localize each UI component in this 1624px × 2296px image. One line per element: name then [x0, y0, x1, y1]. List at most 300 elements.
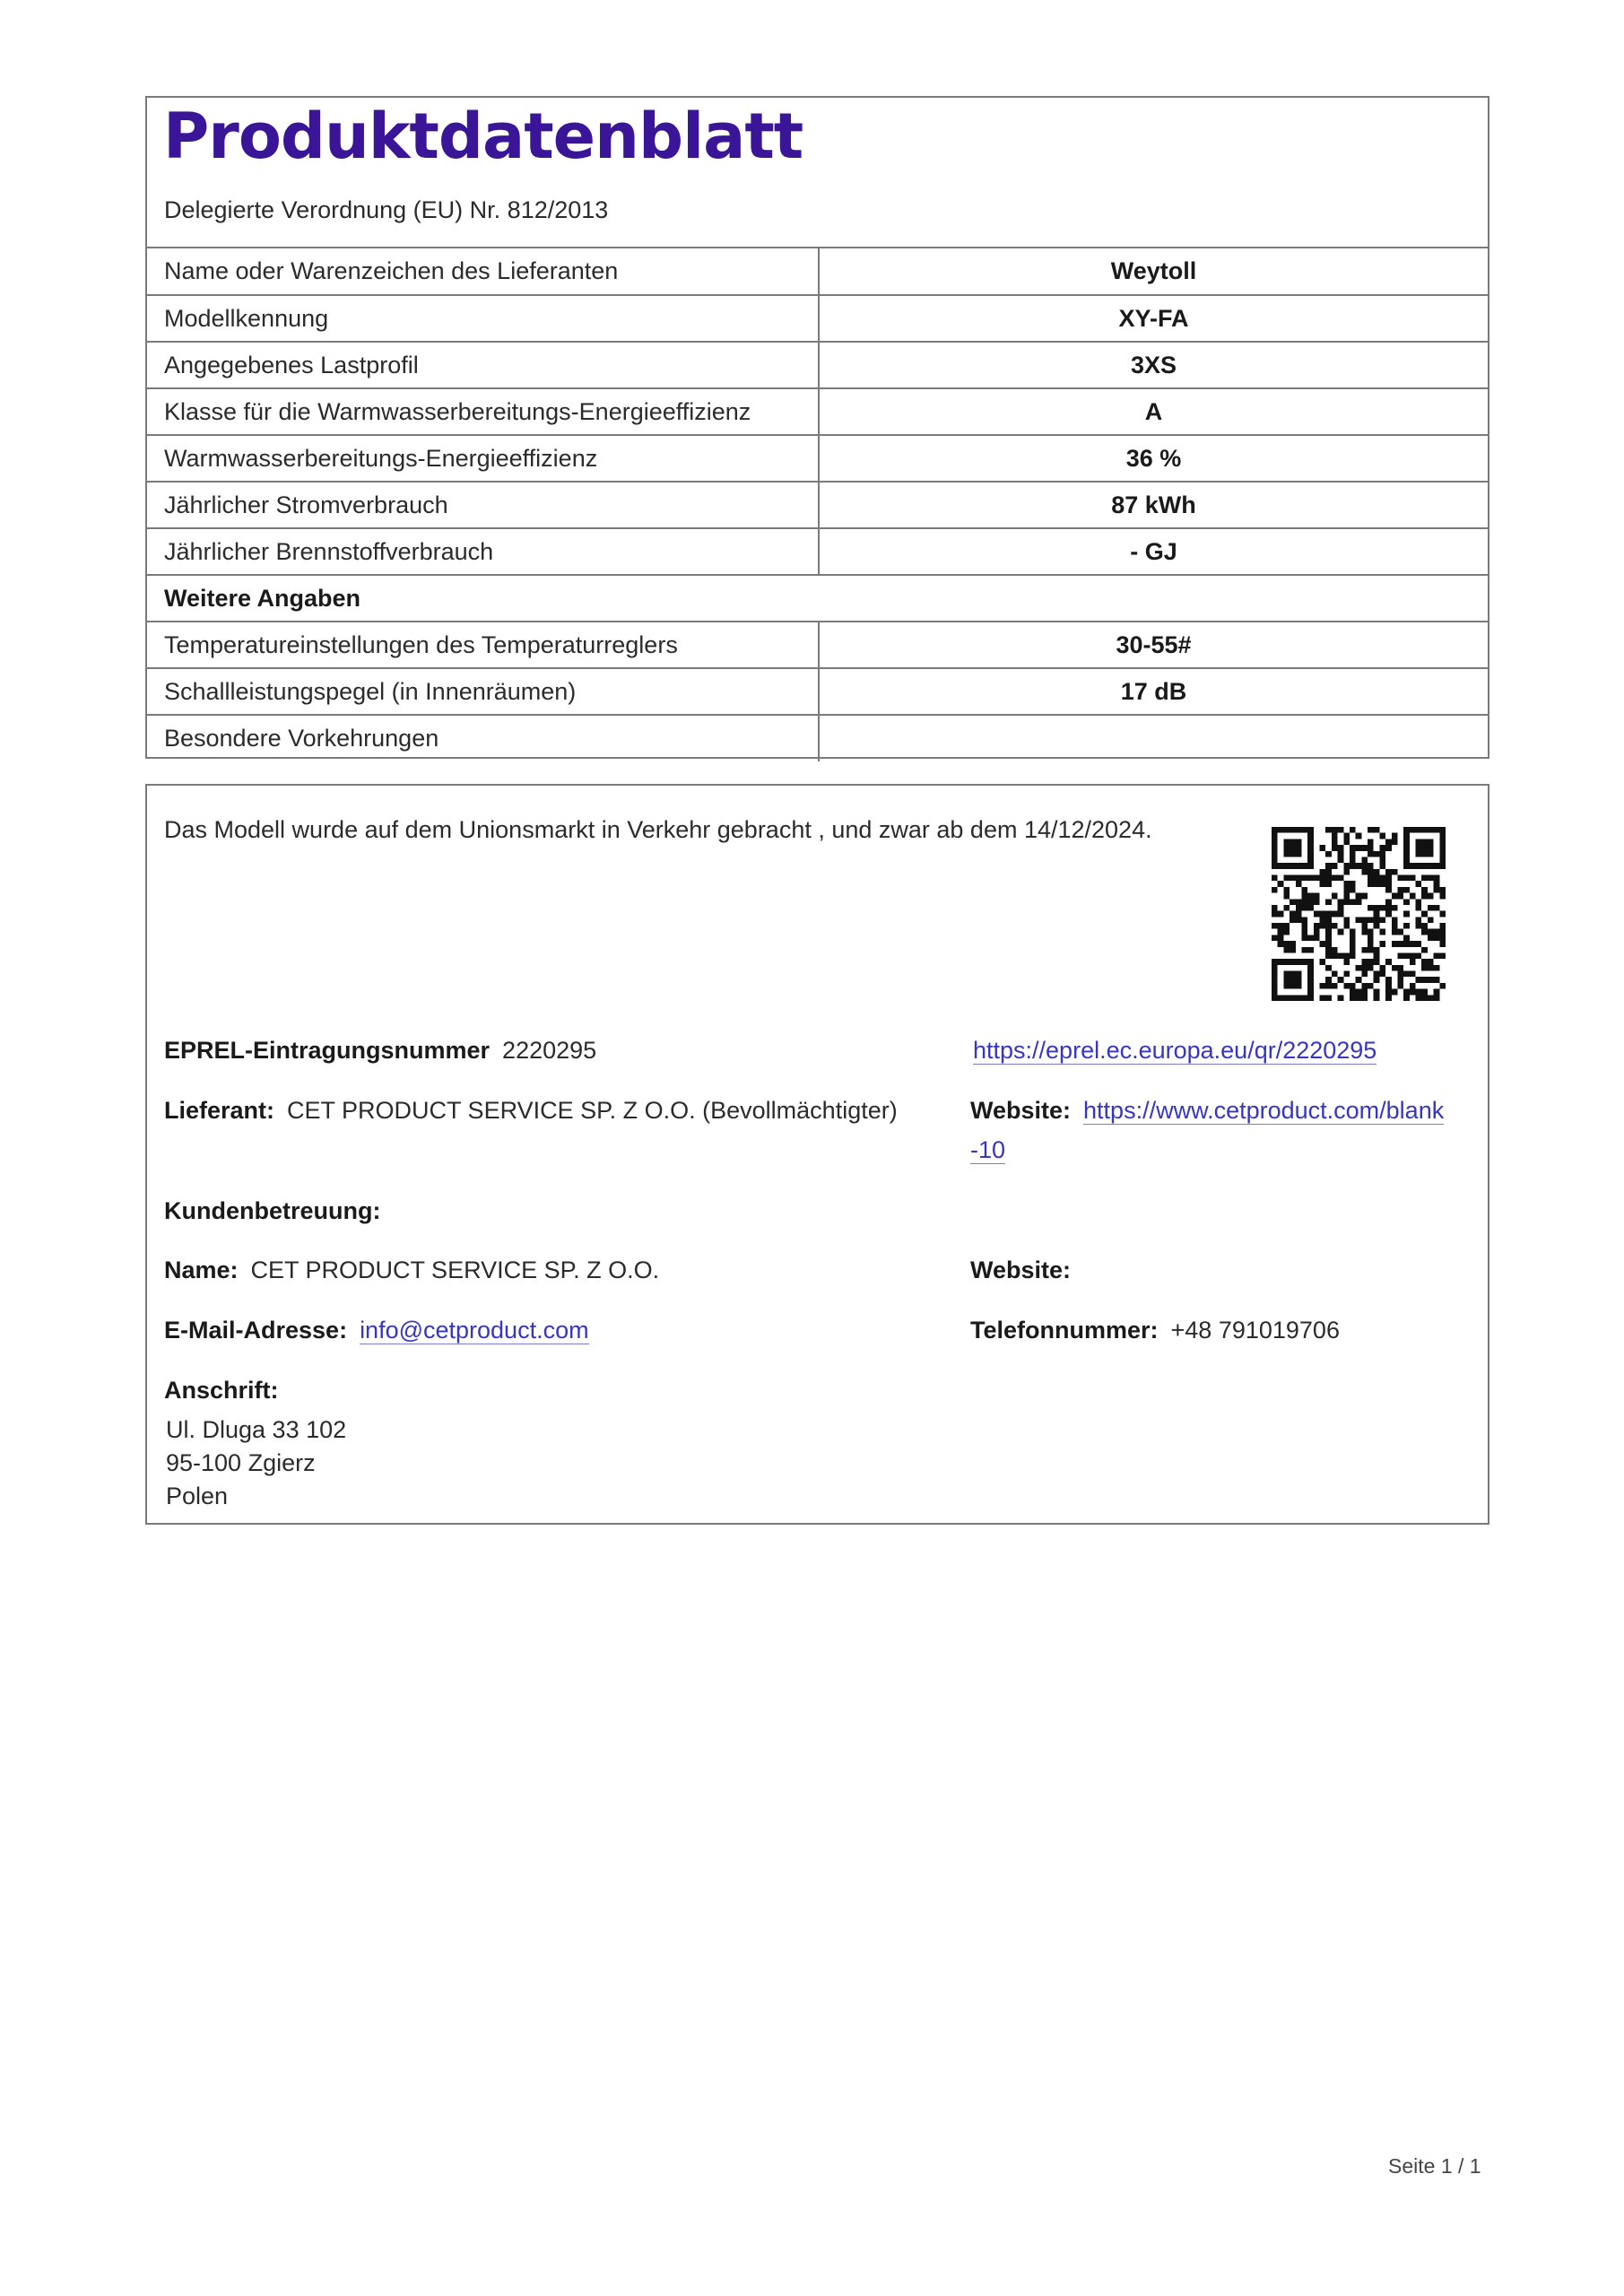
section-heading: Weitere Angaben	[147, 575, 1488, 622]
qr-module	[1325, 952, 1332, 959]
qr-module	[1325, 863, 1332, 869]
qr-module	[1350, 952, 1356, 959]
qr-module	[1350, 881, 1356, 887]
qr-module	[1361, 959, 1368, 965]
qr-module	[1439, 923, 1446, 929]
qr-module	[1296, 905, 1302, 911]
qr-module	[1325, 935, 1332, 941]
qr-module	[1368, 845, 1374, 851]
qr-module	[1361, 971, 1368, 978]
qr-module	[1374, 989, 1380, 996]
qr-module	[1379, 929, 1385, 935]
qr-module	[1428, 959, 1434, 965]
qr-module	[1338, 857, 1344, 863]
qr-module	[1338, 952, 1344, 959]
qr-module	[1343, 899, 1350, 905]
qr-module	[1332, 911, 1338, 918]
qr-module	[1368, 935, 1374, 941]
qr-module	[1272, 845, 1278, 851]
qr-module	[1385, 899, 1392, 905]
qr-module	[1374, 971, 1380, 978]
qr-module	[1374, 923, 1380, 929]
qr-module	[1325, 983, 1332, 989]
qr-module	[1421, 893, 1428, 900]
qr-module	[1439, 827, 1446, 833]
spec-table	[147, 248, 1488, 761]
qr-module	[1403, 989, 1410, 996]
row-value	[819, 715, 1488, 761]
qr-module	[1428, 929, 1434, 935]
cs-phone-label: Telefonnummer:	[970, 1317, 1159, 1344]
qr-module	[1416, 977, 1422, 983]
qr-module	[1343, 869, 1350, 875]
table-row	[147, 482, 1488, 528]
qr-module	[1416, 905, 1422, 911]
qr-module	[1290, 899, 1296, 905]
cs-website-label: Website:	[970, 1257, 1072, 1283]
qr-module	[1301, 995, 1307, 1001]
qr-code-icon[interactable]	[1272, 827, 1446, 1001]
qr-module	[1325, 881, 1332, 887]
qr-module	[1283, 893, 1290, 900]
qr-module	[1421, 911, 1428, 918]
qr-module	[1296, 977, 1302, 983]
qr-module	[1307, 839, 1314, 845]
qr-module	[1439, 952, 1446, 959]
qr-module	[1296, 983, 1302, 989]
qr-module	[1379, 917, 1385, 923]
table-row	[147, 248, 1488, 295]
row-label: Temperatureinstellungen des Temperaturreglers	[147, 622, 819, 668]
qr-module	[1278, 929, 1284, 935]
qr-module	[1439, 833, 1446, 839]
qr-module	[1320, 959, 1326, 965]
cs-email-label: E-Mail-Adresse:	[164, 1317, 348, 1344]
qr-module	[1403, 833, 1410, 839]
qr-module	[1325, 947, 1332, 953]
qr-module	[1379, 863, 1385, 869]
qr-module	[1290, 959, 1296, 965]
qr-module	[1338, 905, 1344, 911]
address-block	[166, 1413, 346, 1513]
qr-module	[1416, 995, 1422, 1001]
qr-module	[1283, 827, 1290, 833]
qr-module	[1338, 929, 1344, 935]
qr-module	[1410, 952, 1416, 959]
qr-module	[1325, 941, 1332, 947]
qr-module	[1361, 893, 1368, 900]
qr-module	[1379, 833, 1385, 839]
qr-module	[1403, 875, 1410, 882]
qr-module	[1434, 935, 1440, 941]
cs-address-heading	[164, 1377, 291, 1405]
qr-module	[1307, 899, 1314, 905]
eprel-number: 2220295	[502, 1037, 597, 1064]
qr-module	[1416, 989, 1422, 996]
qr-module	[1385, 845, 1392, 851]
qr-module	[1272, 935, 1278, 941]
qr-module	[1379, 875, 1385, 882]
page-title: Produktdatenblatt	[163, 100, 803, 173]
row-label: Jährlicher Stromverbrauch	[147, 482, 819, 528]
qr-module	[1392, 905, 1398, 911]
qr-module	[1439, 839, 1446, 845]
qr-module	[1283, 839, 1290, 845]
qr-module	[1272, 857, 1278, 863]
qr-module	[1343, 917, 1350, 923]
supplier-website-line	[970, 1097, 1444, 1125]
qr-module	[1428, 827, 1434, 833]
qr-module	[1338, 827, 1344, 833]
qr-module	[1301, 899, 1307, 905]
qr-module	[1421, 863, 1428, 869]
qr-module	[1385, 875, 1392, 882]
qr-module	[1403, 887, 1410, 893]
qr-module	[1314, 911, 1320, 918]
qr-module	[1272, 911, 1278, 918]
qr-module	[1272, 875, 1278, 882]
row-value: - GJ	[819, 528, 1488, 575]
qr-module	[1325, 851, 1332, 857]
supplier-info-box	[145, 784, 1489, 1525]
row-label: Klasse für die Warmwasserbereitungs-Energieeffizienz	[147, 388, 819, 435]
qr-module	[1307, 977, 1314, 983]
qr-module	[1374, 959, 1380, 965]
qr-module	[1350, 863, 1356, 869]
qr-module	[1283, 845, 1290, 851]
qr-module	[1307, 947, 1314, 953]
qr-module	[1296, 863, 1302, 869]
qr-module	[1439, 845, 1446, 851]
qr-module	[1307, 971, 1314, 978]
qr-module	[1307, 905, 1314, 911]
qr-module	[1385, 995, 1392, 1001]
qr-module	[1428, 839, 1434, 845]
qr-module	[1356, 977, 1362, 983]
row-label: Schallleistungspegel (in Innenräumen)	[147, 668, 819, 715]
qr-module	[1301, 905, 1307, 911]
qr-module	[1343, 863, 1350, 869]
page-number: Seite 1 / 1	[1388, 2154, 1481, 2178]
qr-module	[1307, 989, 1314, 996]
customer-service-heading	[164, 1197, 393, 1225]
qr-module	[1361, 965, 1368, 971]
qr-module	[1338, 995, 1344, 1001]
qr-module	[1307, 893, 1314, 900]
qr-module	[1361, 869, 1368, 875]
qr-module	[1439, 983, 1446, 989]
qr-module	[1392, 923, 1398, 929]
qr-module	[1410, 941, 1416, 947]
qr-module	[1379, 965, 1385, 971]
qr-module	[1272, 959, 1278, 965]
supplier-website-label: Website:	[970, 1097, 1072, 1124]
qr-module	[1439, 863, 1446, 869]
qr-module	[1290, 971, 1296, 978]
qr-module	[1325, 911, 1332, 918]
qr-module	[1434, 989, 1440, 996]
qr-module	[1314, 923, 1320, 929]
qr-module	[1410, 989, 1416, 996]
qr-module	[1307, 833, 1314, 839]
qr-module	[1379, 971, 1385, 978]
qr-module	[1350, 899, 1356, 905]
qr-module	[1361, 917, 1368, 923]
qr-module	[1368, 827, 1374, 833]
qr-module	[1368, 839, 1374, 845]
qr-module	[1439, 851, 1446, 857]
address-line: Ul. Dluga 33 102	[166, 1416, 347, 1443]
qr-module	[1307, 875, 1314, 882]
qr-module	[1356, 899, 1362, 905]
qr-module	[1421, 929, 1428, 935]
address-line: 95-100 Zgierz	[166, 1449, 316, 1476]
qr-module	[1397, 977, 1403, 983]
qr-module	[1421, 947, 1428, 953]
qr-module	[1325, 965, 1332, 971]
qr-module	[1350, 935, 1356, 941]
qr-module	[1361, 947, 1368, 953]
qr-module	[1410, 827, 1416, 833]
qr-module	[1283, 983, 1290, 989]
qr-module	[1350, 845, 1356, 851]
qr-module	[1278, 863, 1284, 869]
qr-module	[1374, 917, 1380, 923]
qr-module	[1350, 941, 1356, 947]
qr-module	[1385, 911, 1392, 918]
qr-module	[1421, 827, 1428, 833]
qr-module	[1416, 839, 1422, 845]
qr-module	[1361, 863, 1368, 869]
qr-module	[1290, 839, 1296, 845]
eprel-link[interactable]: https://eprel.ec.europa.eu/qr/2220295	[973, 1037, 1377, 1064]
qr-module	[1332, 833, 1338, 839]
qr-module	[1325, 923, 1332, 929]
qr-module	[1272, 995, 1278, 1001]
qr-module	[1283, 875, 1290, 882]
qr-module	[1283, 923, 1290, 929]
qr-module	[1403, 899, 1410, 905]
qr-module	[1439, 911, 1446, 918]
qr-module	[1290, 947, 1296, 953]
table-row	[147, 528, 1488, 575]
table-row	[147, 342, 1488, 388]
qr-module	[1361, 989, 1368, 996]
qr-module	[1428, 917, 1434, 923]
qr-module	[1428, 965, 1434, 971]
qr-module	[1403, 911, 1410, 918]
qr-module	[1314, 893, 1320, 900]
qr-module	[1368, 905, 1374, 911]
qr-module	[1416, 845, 1422, 851]
table-row	[147, 435, 1488, 482]
qr-module	[1332, 839, 1338, 845]
qr-module	[1314, 899, 1320, 905]
table-row	[147, 388, 1488, 435]
supplier-line	[164, 1097, 898, 1125]
qr-module	[1428, 995, 1434, 1001]
qr-module	[1301, 947, 1307, 953]
qr-module	[1283, 977, 1290, 983]
qr-module	[1320, 869, 1326, 875]
qr-module	[1278, 911, 1284, 918]
qr-module	[1421, 851, 1428, 857]
qr-module	[1397, 893, 1403, 900]
qr-module	[1325, 875, 1332, 882]
address-line: Polen	[166, 1483, 229, 1509]
regulation-subtitle: Delegierte Verordnung (EU) Nr. 812/2013	[164, 196, 609, 223]
qr-module	[1374, 827, 1380, 833]
qr-module	[1410, 875, 1416, 882]
qr-module	[1397, 952, 1403, 959]
qr-module	[1307, 845, 1314, 851]
qr-module	[1278, 959, 1284, 965]
qr-module	[1272, 977, 1278, 983]
row-value: 17 dB	[819, 668, 1488, 715]
qr-module	[1350, 827, 1356, 833]
qr-module	[1320, 995, 1326, 1001]
qr-module	[1338, 911, 1344, 918]
qr-module	[1290, 941, 1296, 947]
qr-module	[1368, 917, 1374, 923]
qr-module	[1301, 875, 1307, 882]
qr-module	[1439, 941, 1446, 947]
qr-module	[1379, 857, 1385, 863]
qr-module	[1332, 971, 1338, 978]
qr-module	[1332, 983, 1338, 989]
qr-module	[1428, 893, 1434, 900]
qr-module	[1325, 899, 1332, 905]
qr-module	[1434, 929, 1440, 935]
row-value: 87 kWh	[819, 482, 1488, 528]
qr-module	[1403, 845, 1410, 851]
qr-module	[1272, 983, 1278, 989]
qr-module	[1350, 929, 1356, 935]
cs-website-line	[970, 1257, 1083, 1284]
qr-module	[1356, 833, 1362, 839]
qr-module	[1290, 845, 1296, 851]
qr-module	[1397, 971, 1403, 978]
qr-module	[1421, 887, 1428, 893]
qr-module	[1283, 959, 1290, 965]
cs-name: CET PRODUCT SERVICE SP. Z O.O.	[250, 1257, 660, 1283]
qr-module	[1439, 929, 1446, 935]
qr-module	[1410, 863, 1416, 869]
qr-module	[1307, 959, 1314, 965]
qr-module	[1343, 833, 1350, 839]
qr-module	[1392, 965, 1398, 971]
qr-module	[1332, 947, 1338, 953]
qr-module	[1296, 845, 1302, 851]
qr-module	[1320, 845, 1326, 851]
qr-module	[1283, 905, 1290, 911]
qr-module	[1343, 923, 1350, 929]
qr-module	[1338, 875, 1344, 882]
qr-module	[1272, 833, 1278, 839]
qr-module	[1278, 935, 1284, 941]
market-statement: Das Modell wurde auf dem Unionsmarkt in Verkehr gebracht , und zwar ab dem 14/12/2024.	[164, 816, 1152, 843]
qr-module	[1392, 941, 1398, 947]
qr-module	[1325, 929, 1332, 935]
qr-module	[1356, 989, 1362, 996]
row-label: Angegebenes Lastprofil	[147, 342, 819, 388]
qr-module	[1290, 977, 1296, 983]
qr-module	[1397, 929, 1403, 935]
qr-module	[1314, 875, 1320, 882]
qr-module	[1397, 875, 1403, 882]
qr-module	[1296, 971, 1302, 978]
qr-module	[1325, 917, 1332, 923]
qr-module	[1434, 875, 1440, 882]
qr-module	[1301, 959, 1307, 965]
qr-module	[1338, 977, 1344, 983]
qr-module	[1301, 827, 1307, 833]
qr-module	[1320, 911, 1326, 918]
qr-module	[1272, 965, 1278, 971]
qr-module	[1416, 851, 1422, 857]
qr-module	[1392, 917, 1398, 923]
qr-module	[1290, 875, 1296, 882]
qr-module	[1343, 952, 1350, 959]
qr-module	[1278, 941, 1284, 947]
cs-phone: +48 791019706	[1170, 1317, 1340, 1344]
qr-module	[1350, 851, 1356, 857]
qr-module	[1403, 941, 1410, 947]
qr-module	[1361, 995, 1368, 1001]
qr-module	[1314, 935, 1320, 941]
qr-module	[1320, 875, 1326, 882]
qr-module	[1428, 851, 1434, 857]
qr-module	[1379, 881, 1385, 887]
qr-module	[1421, 845, 1428, 851]
qr-module	[1368, 929, 1374, 935]
qr-module	[1416, 923, 1422, 929]
qr-module	[1332, 893, 1338, 900]
eprel-label: EPREL-Eintragungsnummer	[164, 1037, 491, 1064]
qr-module	[1332, 923, 1338, 929]
qr-module	[1343, 893, 1350, 900]
qr-module	[1290, 851, 1296, 857]
qr-module	[1385, 905, 1392, 911]
qr-module	[1278, 827, 1284, 833]
qr-module	[1350, 989, 1356, 996]
qr-module	[1343, 839, 1350, 845]
qr-module	[1397, 887, 1403, 893]
cs-phone-line	[970, 1317, 1340, 1344]
row-label: Jährlicher Brennstoffverbrauch	[147, 528, 819, 575]
qr-module	[1290, 983, 1296, 989]
qr-module	[1421, 965, 1428, 971]
qr-module	[1272, 863, 1278, 869]
cs-email-line	[164, 1317, 589, 1344]
qr-module	[1416, 881, 1422, 887]
qr-module	[1416, 863, 1422, 869]
qr-module	[1350, 983, 1356, 989]
qr-module	[1368, 863, 1374, 869]
supplier-website-link-cont[interactable]: -10	[970, 1136, 1006, 1163]
qr-module	[1428, 875, 1434, 882]
qr-module	[1278, 881, 1284, 887]
row-label: Modellkennung	[147, 295, 819, 342]
qr-module	[1428, 905, 1434, 911]
supplier-website-link[interactable]: https://www.cetproduct.com/blank	[1083, 1097, 1445, 1124]
qr-module	[1403, 827, 1410, 833]
qr-module	[1350, 857, 1356, 863]
qr-module	[1343, 971, 1350, 978]
cs-email-link[interactable]: info@cetproduct.com	[360, 1317, 589, 1344]
qr-module	[1361, 857, 1368, 863]
qr-module	[1403, 923, 1410, 929]
